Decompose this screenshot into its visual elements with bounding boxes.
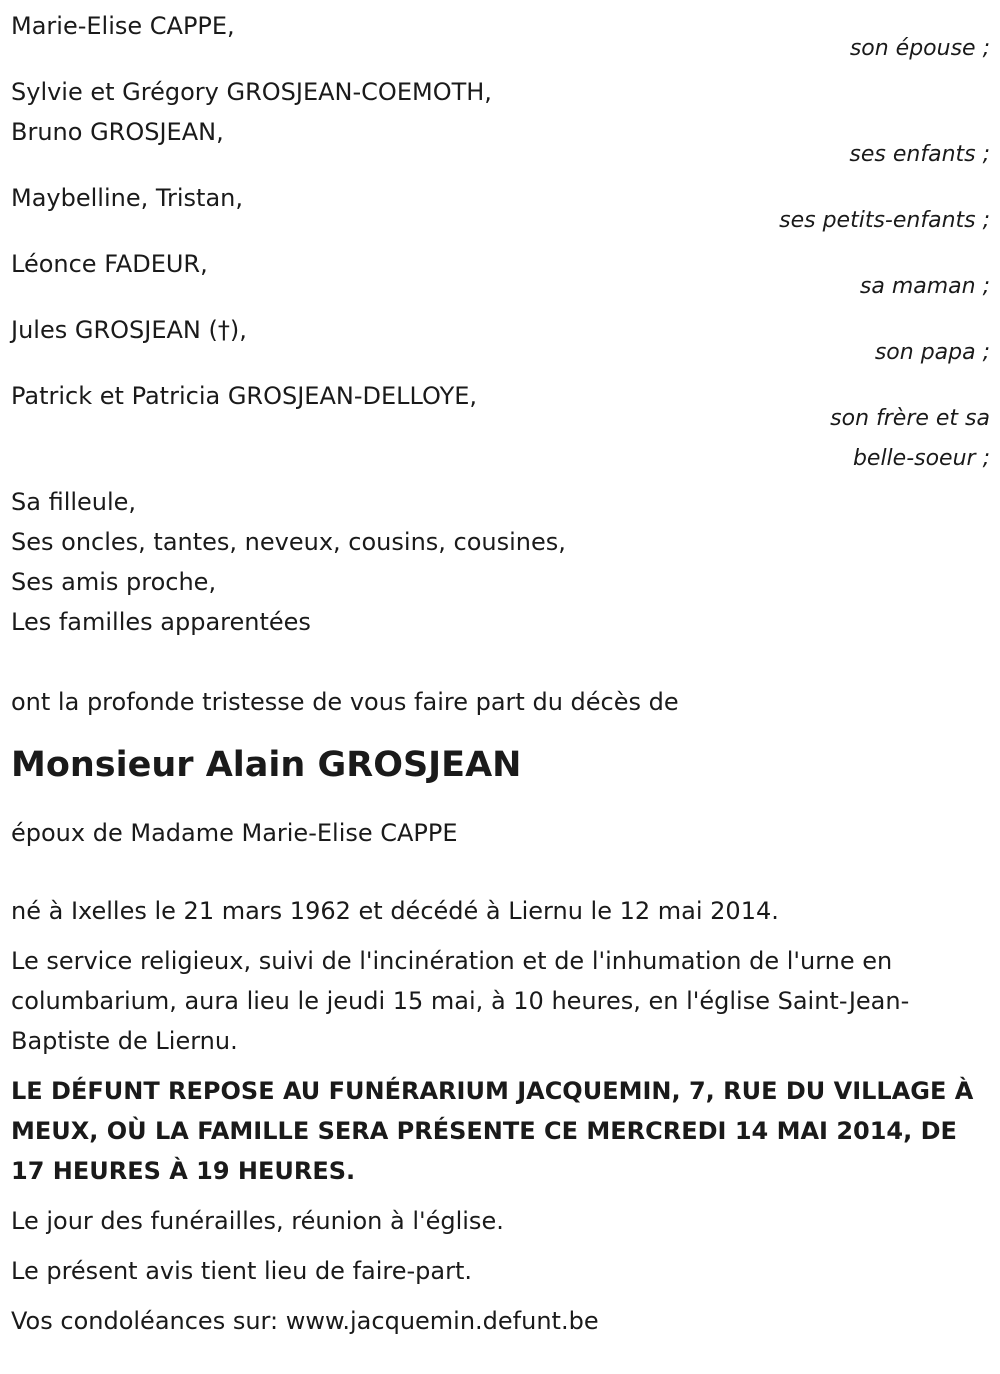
deceased-name: Monsieur Alain GROSJEAN [11,745,522,785]
spouse-line: époux de Madame Marie-Elise CAPPE [11,819,458,847]
family-group-father [11,310,990,373]
family-relation: ses petits-enfants ; [779,208,990,233]
family-group-brother [11,376,990,479]
family-name: Sylvie et Grégory GROSJEAN-COEMOTH, [11,78,492,106]
family-name: Jules GROSJEAN (†), [11,316,247,344]
family-group-mother [11,244,990,307]
funerarium-paragraph: LE DÉFUNT REPOSE AU FUNÉRARIUM JACQUEMIN, 7, RUE DU VILLAGE À MEUX, OÙ LA FAMILLE SERA PRÉSENTE CE MERCREDI 14 MAI 2014, DE 17 HEURES À 19 HEURES. [11,1077,974,1185]
announcement-text: ont la profonde tristesse de vous faire part du décès de [11,688,679,716]
family-relation: son frère et sa [830,406,990,431]
relative-line: Les familles apparentées [11,608,311,636]
family-name: Marie-Elise CAPPE, [11,12,235,40]
family-name: Léonce FADEUR, [11,250,208,278]
family-relation: son épouse ; [849,36,990,61]
relative-line: Sa filleule, [11,488,137,516]
family-relation: belle-soeur ; [852,446,990,471]
family-name: Bruno GROSJEAN, [11,118,224,146]
notice-line: Le présent avis tient lieu de faire-part. [11,1257,473,1285]
relative-line: Ses amis proche, [11,568,217,596]
funeral-day-line: Le jour des funérailles, réunion à l'église. [11,1207,504,1235]
family-group-grandchildren [11,178,990,241]
family-name: Maybelline, Tristan, [11,184,243,212]
birth-death-line: né à Ixelles le 21 mars 1962 et décédé à Liernu le 12 mai 2014. [11,897,779,925]
relative-line: Ses oncles, tantes, neveux, cousins, cousines, [11,528,566,556]
obituary-notice [11,0,990,1341]
other-relatives [11,482,990,642]
family-group-children [11,72,990,175]
family-relation: sa maman ; [859,274,990,299]
family-name: Patrick et Patricia GROSJEAN-DELLOYE, [11,382,478,410]
family-relation: son papa ; [874,340,990,365]
family-group-spouse [11,6,990,69]
service-paragraph: Le service religieux, suivi de l'incinération et de l'inhumation de l'urne en columbarium, aura lieu le jeudi 15 mai, à 10 heures, en l'église Saint-Jean-Baptiste de Liernu. [11,947,910,1055]
family-relation: ses enfants ; [849,142,990,167]
condolences-line: Vos condoléances sur: www.jacquemin.defunt.be [11,1307,599,1335]
